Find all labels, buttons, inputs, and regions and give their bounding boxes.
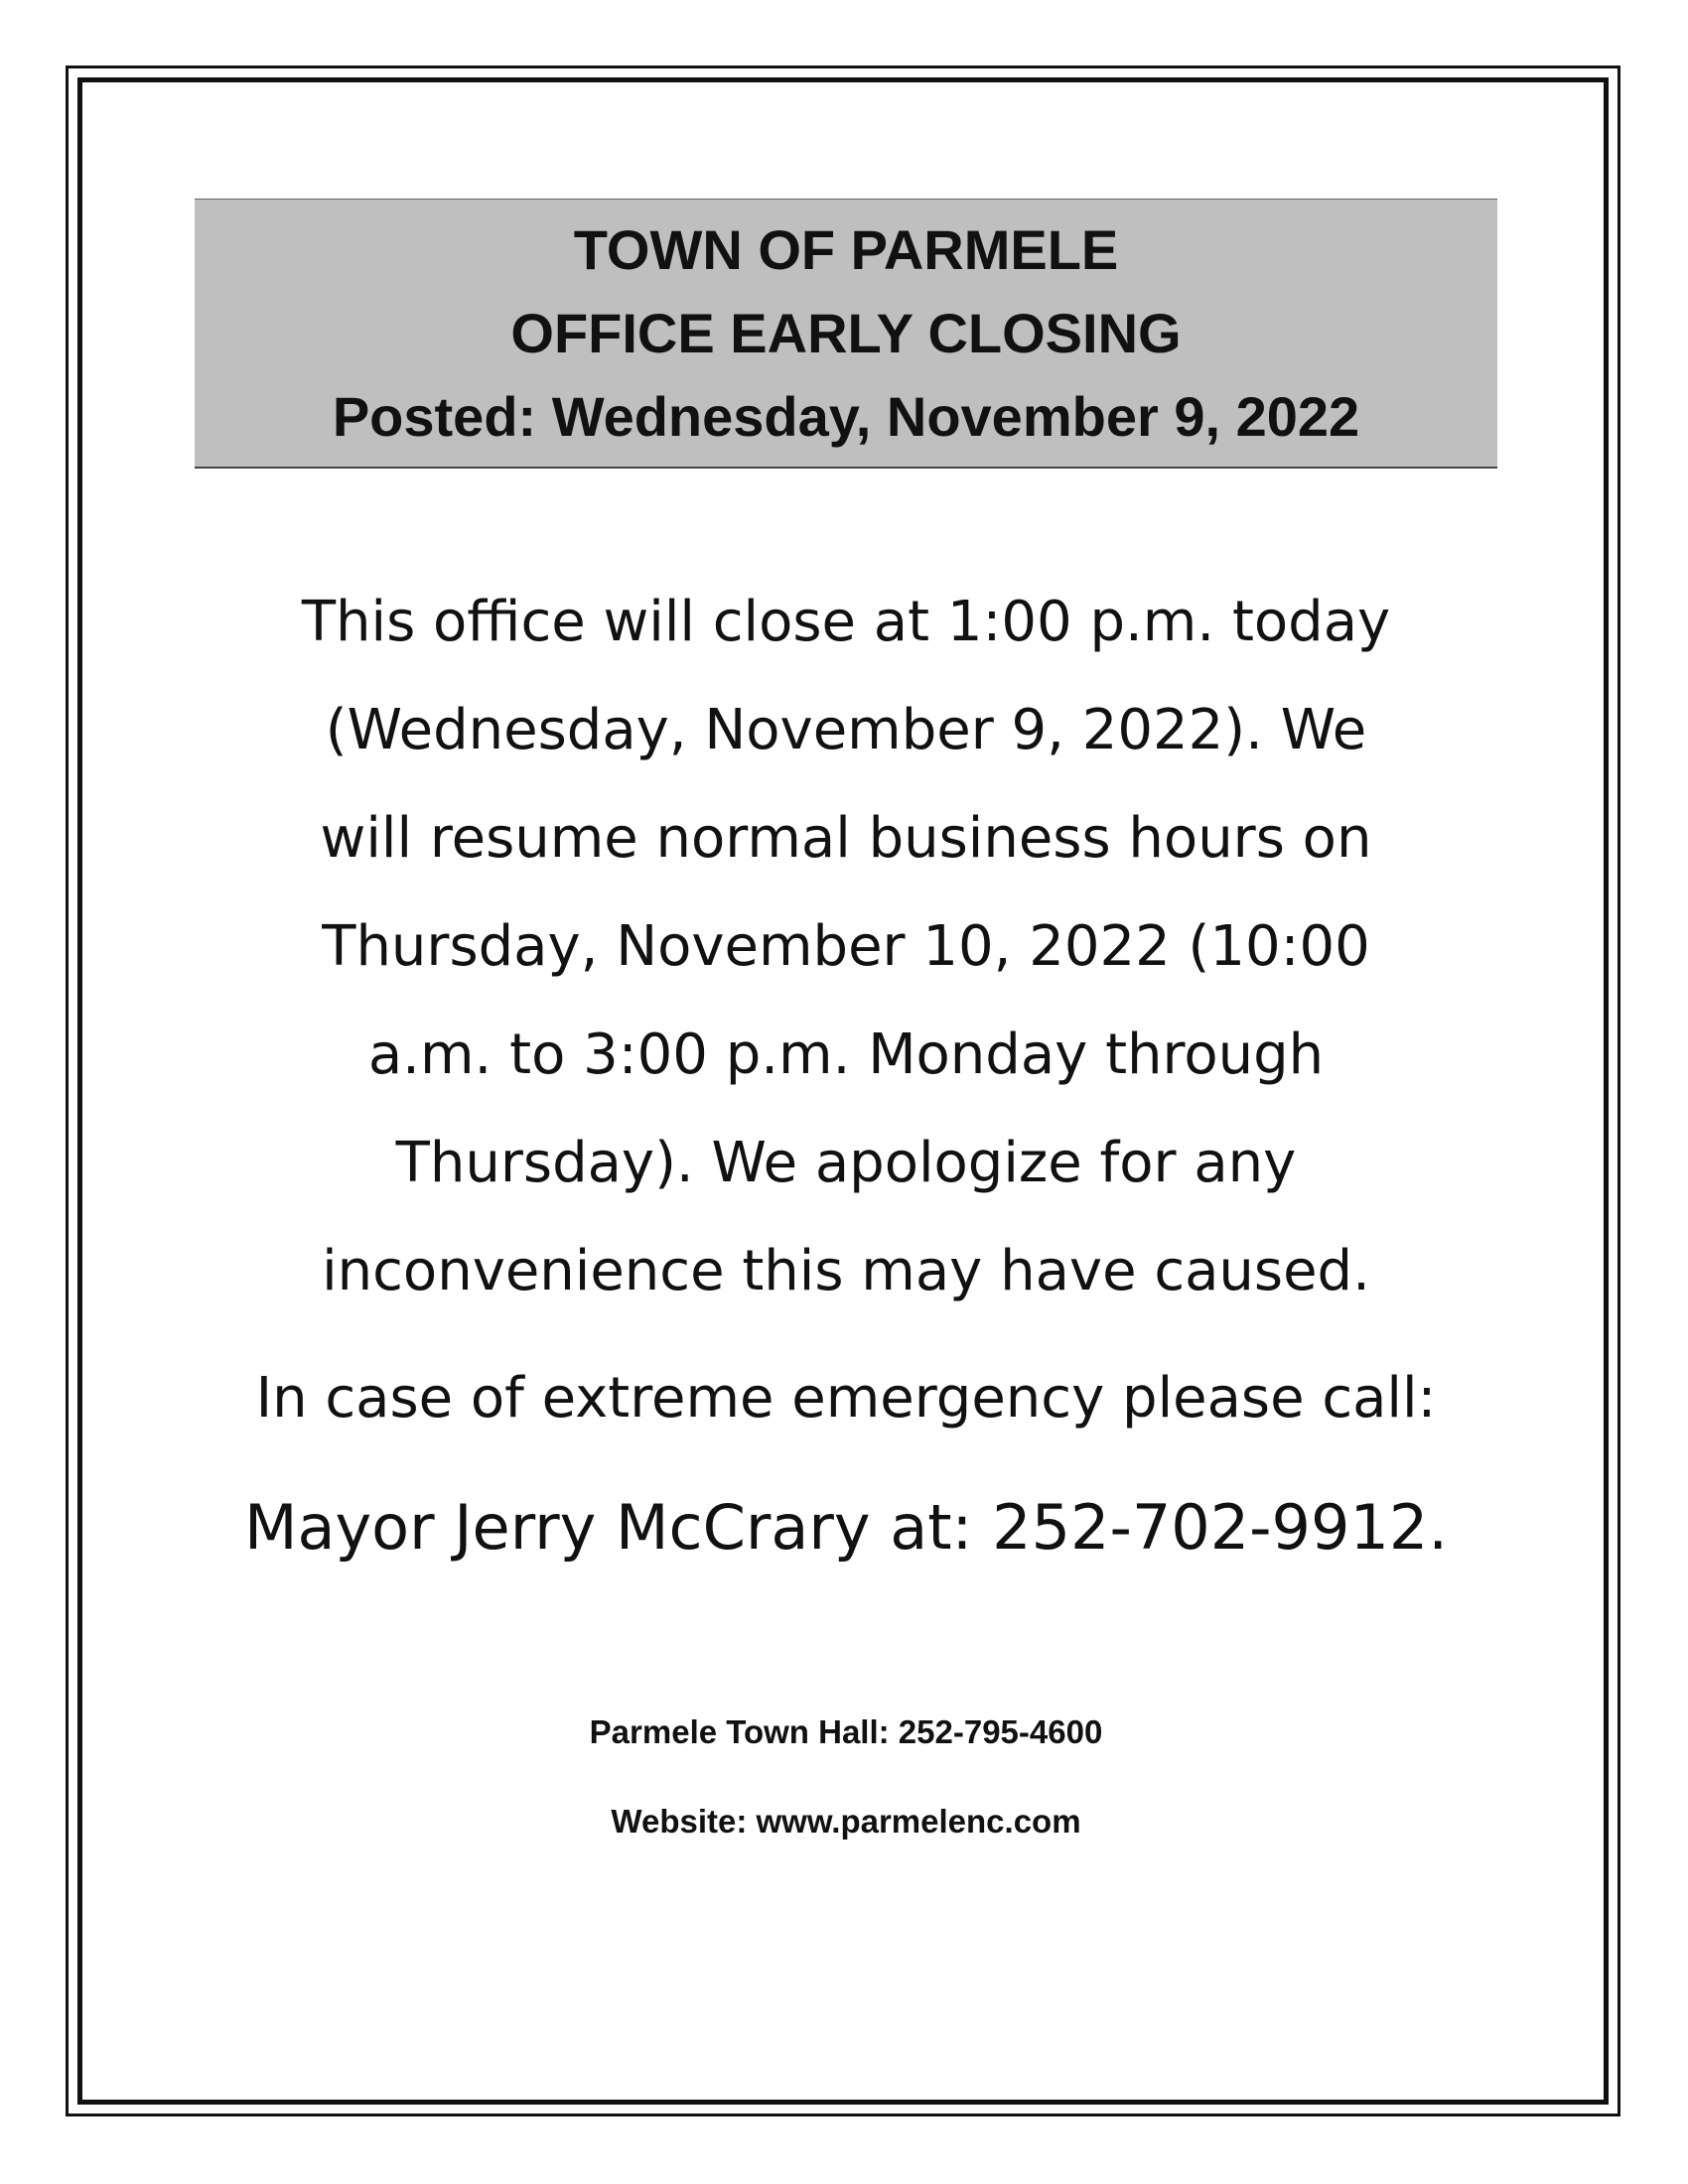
notice-body — [195, 568, 1497, 1325]
notice-line: Thursday, November 10, 2022 (10:00 — [322, 914, 1370, 979]
mayor-contact: Mayor Jerry McCrary at: 252-702-9912. — [243, 1491, 1449, 1564]
notice-line: This office will close at 1:00 p.m. today — [301, 590, 1391, 654]
notice-header — [195, 199, 1497, 469]
notice-line: Thursday). We apologize for any — [395, 1131, 1297, 1195]
notice-line: inconvenience this may have caused. — [322, 1239, 1370, 1303]
header-notice-title: OFFICE EARLY CLOSING — [510, 301, 1182, 364]
emergency-instructions: In case of extreme emergency please call: — [255, 1366, 1437, 1431]
header-posted-date: Posted: Wednesday, November 9, 2022 — [332, 384, 1360, 448]
notice-line: (Wednesday, November 9, 2022). We — [325, 698, 1367, 762]
town-hall-phone: Parmele Town Hall: 252-795-4600 — [589, 1713, 1103, 1750]
header-town-name: TOWN OF PARMELE — [573, 217, 1119, 281]
website-link[interactable]: Website: www.parmelenc.com — [611, 1803, 1081, 1840]
notice-line: will resume normal business hours on — [320, 806, 1372, 871]
notice-line: a.m. to 3:00 p.m. Monday through — [367, 1023, 1325, 1087]
